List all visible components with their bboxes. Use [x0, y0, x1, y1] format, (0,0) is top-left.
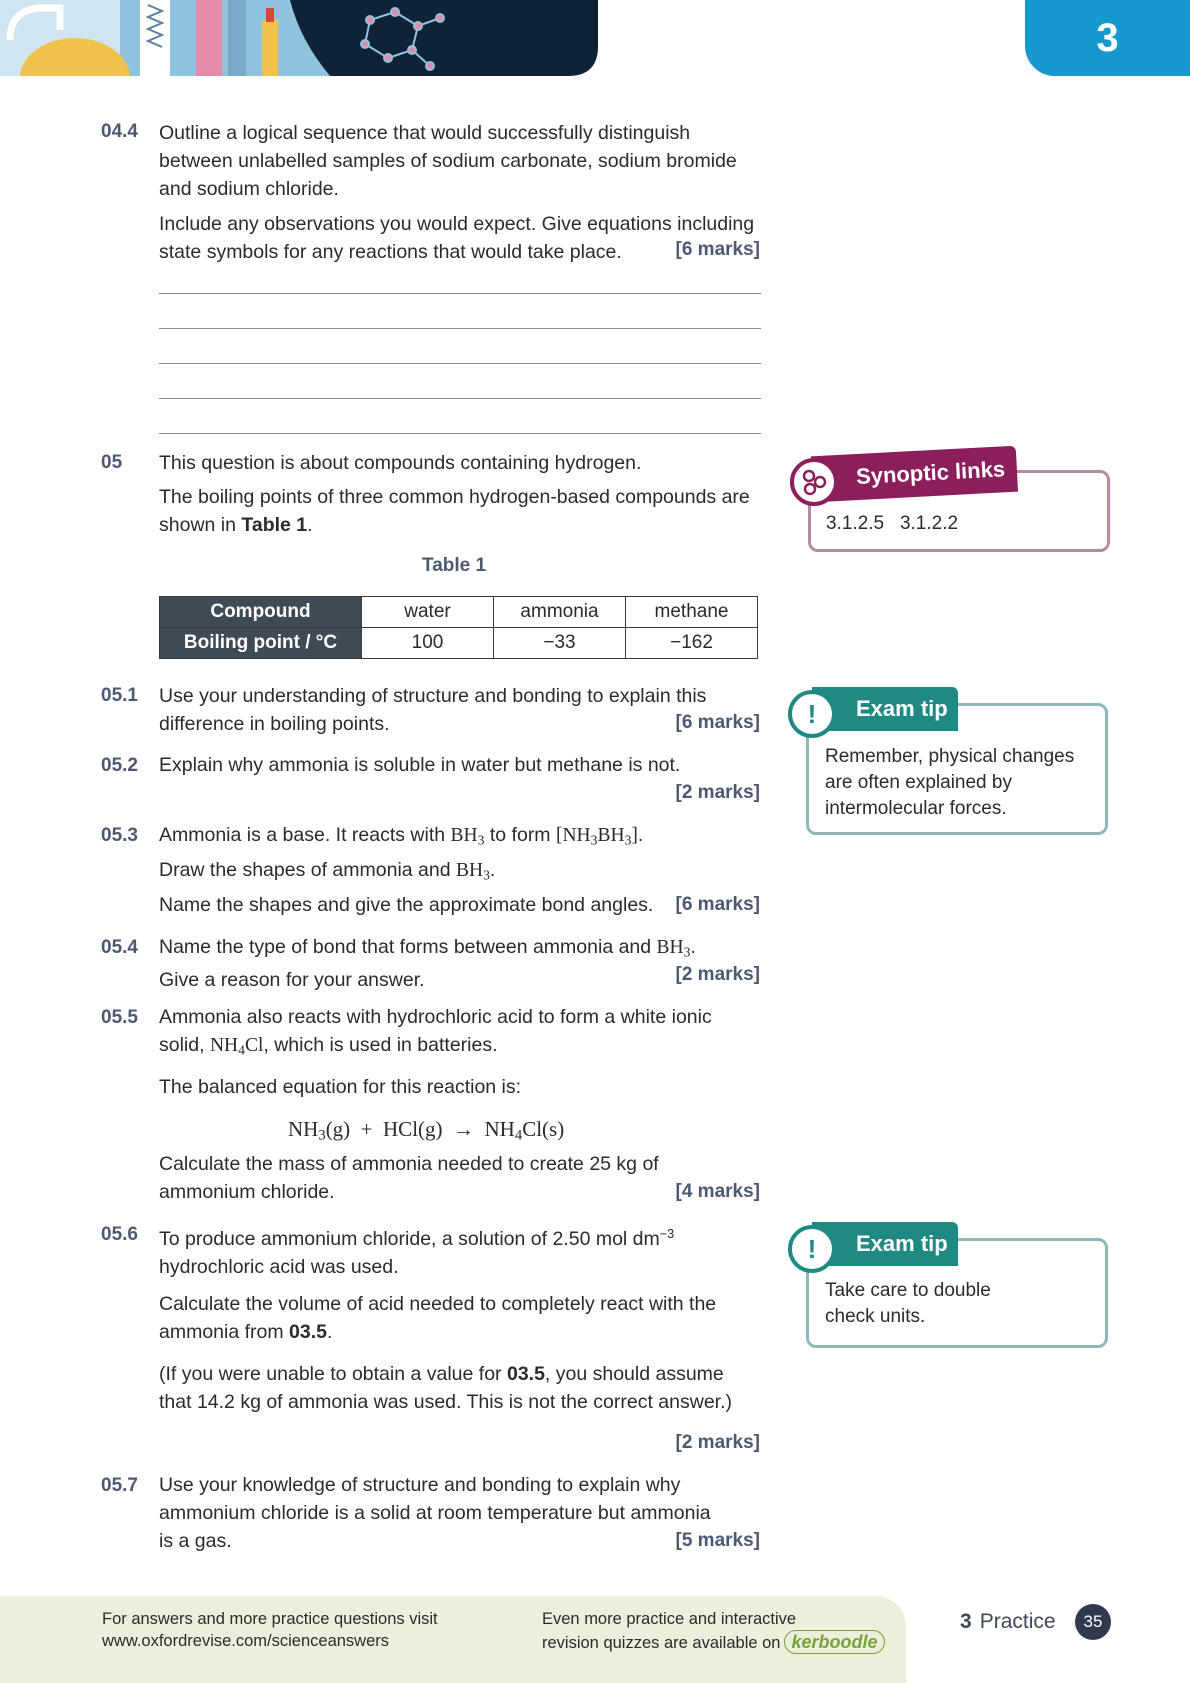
table-cell: 100: [362, 628, 494, 659]
marks-label: [6 marks]: [675, 239, 760, 260]
text-line: between unlabelled samples of sodium carbonate, sodium bromide: [159, 150, 737, 172]
text-line: state symbols for any reactions that would take place.: [159, 241, 622, 263]
question-text: [159, 1150, 761, 1206]
text-line: check units.: [825, 1306, 926, 1327]
table-cell: −33: [494, 628, 626, 659]
link-icon: [790, 458, 838, 506]
text-line: ammonium chloride is a solid at room temperature but ammonia: [159, 1502, 711, 1524]
question-text: [159, 682, 761, 738]
question-number: 05.6: [101, 1224, 138, 1245]
text-line: Draw the shapes of ammonia and $BH_3$.: [159, 859, 496, 883]
question-text: [159, 449, 761, 477]
text-fragment: shown in: [159, 514, 242, 536]
text-fragment: , you should assume: [544, 1363, 724, 1385]
text-line: that 14.2 kg of ammonia was used. This is not the correct answer.): [159, 1391, 733, 1413]
text-fragment: To produce ammonium chloride, a solution of 2.50 mol dm: [159, 1227, 660, 1250]
marks-label: [5 marks]: [675, 1530, 760, 1551]
text-fragment: Name the type of bond that forms between ammonia and: [159, 936, 657, 958]
footer-quiz-note: [542, 1608, 885, 1654]
exam-tip-title: Exam tip: [856, 1231, 948, 1256]
text-line: [159, 1318, 761, 1346]
question-number: 05.1: [101, 685, 138, 706]
question-text: [159, 1471, 761, 1555]
question-text: [159, 1290, 761, 1346]
text-line: This question is about compounds containing hydrogen.: [159, 452, 642, 474]
text-line: Outline a logical sequence that would successfully distinguish: [159, 122, 691, 144]
text-line: Give a reason for your answer.: [159, 969, 425, 992]
kerboodle-logo[interactable]: kerboodle: [784, 1630, 884, 1654]
text-line: The boiling points of three common hydrogen-based compounds are: [159, 486, 750, 508]
text-fragment: ammonia from: [159, 1321, 290, 1343]
marks-label: [4 marks]: [675, 1181, 760, 1202]
answer-line[interactable]: [159, 363, 761, 364]
text-line: [542, 1630, 885, 1654]
page-section-label: [960, 1610, 1056, 1634]
exclamation-icon: !: [788, 690, 836, 738]
table-title: Table 1: [422, 555, 487, 576]
table-row-header: Compound: [160, 597, 362, 628]
text-line: [159, 1220, 761, 1253]
text-line: Even more practice and interactive: [542, 1610, 797, 1628]
header-illustration: [0, 0, 598, 76]
question-text: [159, 1220, 761, 1281]
exclamation-icon: !: [788, 1225, 836, 1273]
question-text: [159, 751, 761, 779]
text-fragment: revision quizzes are available on: [542, 1634, 781, 1652]
question-number: 05.7: [101, 1475, 138, 1496]
chapter-tab: 3: [1025, 0, 1190, 76]
question-text: [159, 933, 761, 994]
question-number: 05.5: [101, 1007, 138, 1028]
text-line: Calculate the volume of acid needed to completely react with the: [159, 1293, 717, 1315]
synoptic-link[interactable]: 3.1.2.5: [826, 513, 885, 534]
marks-label: [2 marks]: [675, 964, 760, 985]
answers-url-link[interactable]: www.oxfordrevise.com/scienceanswers: [102, 1632, 390, 1650]
chapter-number: 3: [960, 1610, 972, 1633]
text-line: Include any observations you would expect. Give equations including: [159, 213, 755, 235]
text-fragment: , which is used in batteries.: [263, 1034, 498, 1056]
answer-line[interactable]: [159, 433, 761, 434]
text-line: intermolecular forces.: [825, 798, 1007, 819]
text-line: Take care to double: [825, 1280, 991, 1301]
marks-label: [2 marks]: [675, 782, 760, 803]
table-cell: methane: [626, 597, 758, 628]
text-line: [159, 1031, 761, 1064]
question-number: 05: [101, 452, 123, 473]
question-text: [159, 1003, 761, 1064]
formula: $[NH_3BH_3]$: [555, 825, 638, 848]
question-reference: 03.5: [506, 1363, 545, 1385]
table-cell: water: [362, 597, 494, 628]
question-text: [159, 210, 761, 266]
formula: $BH_3$: [450, 825, 485, 848]
text-line: Use your knowledge of structure and bonding to explain why: [159, 1474, 681, 1496]
marks-label: [6 marks]: [675, 712, 760, 733]
table-reference: Table 1: [241, 514, 308, 536]
section-name: Practice: [979, 1610, 1056, 1633]
question-number: 05.4: [101, 937, 138, 958]
question-number: 05.2: [101, 755, 138, 776]
question-text: [159, 119, 761, 203]
question-text: [159, 821, 761, 854]
synoptic-links-title: Synoptic links: [855, 456, 1006, 490]
question-text: [159, 856, 761, 889]
text-line: Calculate the mass of ammonia needed to create 25 kg of: [159, 1153, 659, 1175]
question-reference: 03.5: [289, 1321, 327, 1343]
table-cell: ammonia: [494, 597, 626, 628]
text-line: For answers and more practice questions visit: [102, 1610, 438, 1628]
text-fragment: Ammonia is a base. It reacts with: [159, 824, 451, 846]
table-row-header: Boiling point / °C: [160, 628, 362, 659]
text-line: Name the type of bond that forms between ammonia and $BH_3$.: [159, 936, 696, 960]
marks-label: [2 marks]: [675, 1432, 760, 1453]
text-fragment: .: [327, 1321, 333, 1343]
page-number: 35: [1075, 1604, 1111, 1640]
text-line: Use your understanding of structure and bonding to explain this: [159, 685, 707, 707]
text-line: Ammonia also reacts with hydrochloric acid to form a white ionic: [159, 1006, 712, 1028]
text-line: difference in boiling points.: [159, 713, 390, 735]
question-number: 04.4: [101, 121, 138, 142]
table-cell: −162: [626, 628, 758, 659]
text-line: [159, 1360, 761, 1388]
text-fragment: .: [307, 514, 313, 536]
text-line: is a gas.: [159, 1530, 232, 1552]
question-text: [159, 1360, 761, 1416]
formula: $NH_4Cl$: [209, 1035, 264, 1058]
answer-line[interactable]: [159, 328, 761, 329]
text-fragment: Draw the shapes of ammonia and: [159, 859, 456, 881]
question-number: 05.3: [101, 825, 138, 846]
question-text: [159, 1073, 761, 1101]
text-line: Ammonia is a base. It reacts with $BH_3$ to form $[NH_3BH_3]$.: [159, 824, 644, 848]
question-text: [159, 891, 761, 919]
formula: $BH_3$: [456, 860, 490, 883]
text-line: ammonium chloride.: [159, 1181, 335, 1203]
superscript: −3: [659, 1227, 675, 1241]
table-row: [160, 597, 758, 628]
exam-tip-title: Exam tip: [856, 696, 948, 721]
boiling-point-table: [159, 596, 758, 659]
answer-line[interactable]: [159, 293, 761, 294]
synoptic-link[interactable]: 3.1.2.2: [899, 513, 959, 534]
text-line: Explain why ammonia is soluble in water but methane is not.: [159, 754, 681, 776]
text-fragment: solid,: [159, 1034, 210, 1056]
footer-answers-note: [102, 1608, 438, 1652]
text-line: Remember, physical changes: [825, 746, 1075, 767]
formula: $BH_3$: [656, 937, 691, 960]
synoptic-links-list: [826, 511, 958, 537]
text-fragment: (If you were unable to obtain a value for: [159, 1363, 507, 1385]
marks-label: [6 marks]: [675, 894, 760, 915]
text-line: are often explained by: [825, 772, 1012, 793]
exam-tip-text: [825, 1278, 991, 1330]
table-row: [160, 628, 758, 659]
chemical-equation: $NH_3(g) + HCl(g) \to NH_4Cl(s)$: [288, 1117, 565, 1144]
exam-tip-text: [825, 744, 1074, 822]
question-text: [159, 483, 761, 539]
answer-line[interactable]: [159, 398, 761, 399]
text-fragment: to form: [484, 824, 556, 846]
text-line: [159, 511, 761, 539]
text-line: hydrochloric acid was used.: [159, 1255, 399, 1278]
text-line: Name the shapes and give the approximate bond angles.: [159, 894, 654, 916]
text-line: The balanced equation for this reaction is:: [159, 1076, 522, 1098]
text-line: and sodium chloride.: [159, 178, 339, 200]
